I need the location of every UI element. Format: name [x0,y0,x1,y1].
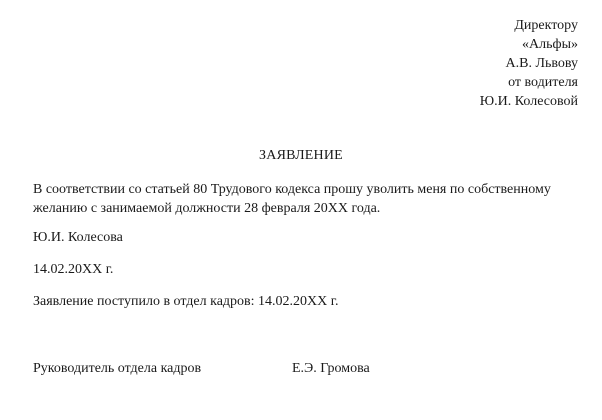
addressee-line-from: от водителя [508,75,578,90]
addressee-line-director-name: А.В. Львову [505,56,578,71]
application-body: В соответствии со статьей 80 Трудового кодекса прошу уволить меня по собственному желанию с занимаемой должности 28 февраля 20ХХ года. [33,182,551,216]
addressee-line-applicant-name: Ю.И. Колесовой [479,94,578,109]
received-note: Заявление поступило в отдел кадров: 14.02.20ХХ г. [33,294,339,309]
addressee-line-company: «Альфы» [522,37,578,52]
addressee-line-position: Директору [514,18,578,33]
applicant-signature-name: Ю.И. Колесова [33,230,123,245]
hr-head-position: Руководитель отдела кадров [33,361,202,376]
addressee-block [480,16,578,111]
hr-head-name: Е.Э. Громова [292,361,370,376]
document-title: ЗАЯВЛЕНИЕ [259,148,343,163]
application-date: 14.02.20ХХ г. [33,262,114,277]
